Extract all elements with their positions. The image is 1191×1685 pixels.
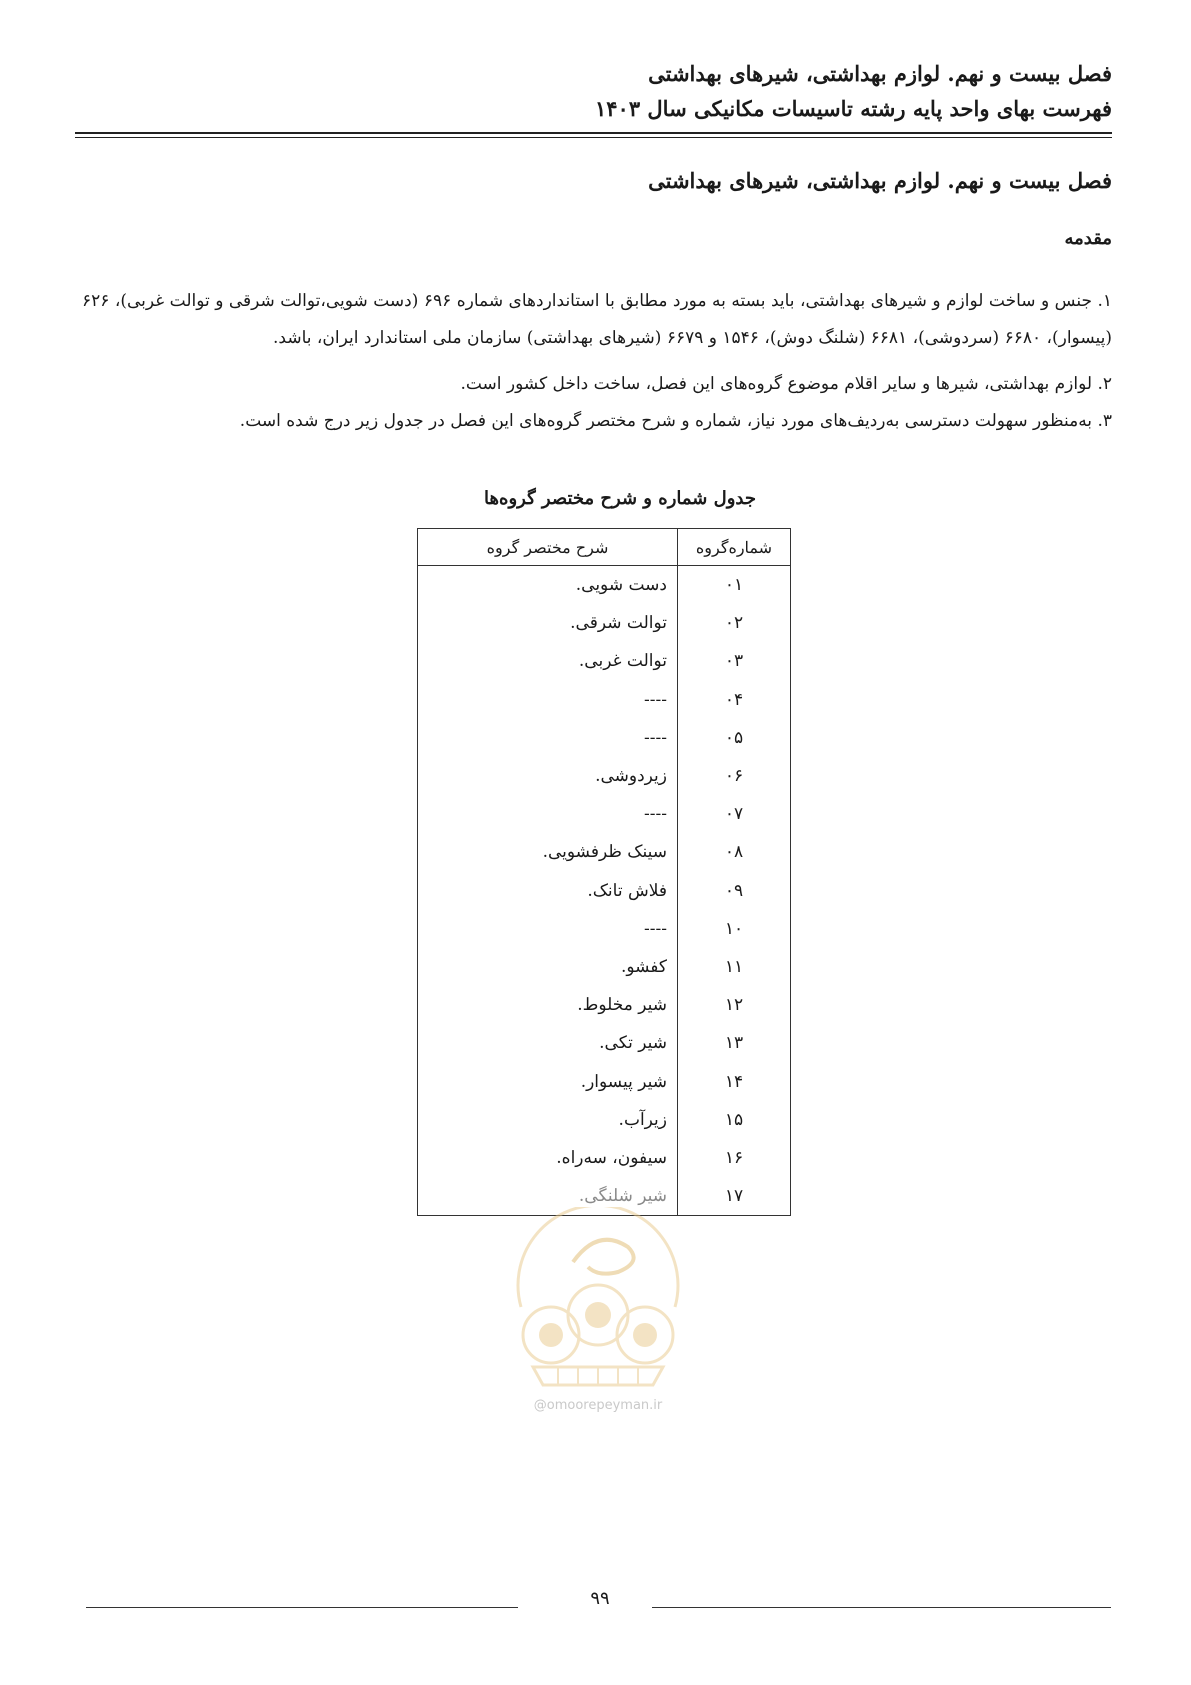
group-number: ۱۷ (678, 1177, 791, 1216)
group-number: ۱۰ (678, 910, 791, 948)
group-description: شیر تکی. (418, 1024, 678, 1062)
running-header-chapter: فصل بیست و نهم. لوازم بهداشتی، شیرهای بهداشتی (648, 61, 1112, 86)
header-rule-thick (75, 132, 1112, 134)
table-header-row (418, 529, 791, 566)
group-description: ---- (418, 910, 678, 948)
group-number: ۰۶ (678, 757, 791, 795)
group-number: ۰۱ (678, 566, 791, 605)
group-description: سینک ظرفشویی. (418, 833, 678, 871)
table-row (418, 795, 791, 833)
group-description: ---- (418, 795, 678, 833)
header-group-description: شرح مختصر گروه (418, 529, 678, 566)
table-row (418, 1139, 791, 1177)
group-number: ۱۳ (678, 1024, 791, 1062)
table-row (418, 757, 791, 795)
table-row (418, 1062, 791, 1100)
table-row (418, 1024, 791, 1062)
table-row (418, 910, 791, 948)
page-number: ۹۹ (590, 1588, 610, 1609)
group-number: ۰۴ (678, 681, 791, 719)
table-row (418, 1101, 791, 1139)
group-description: توالت شرقی. (418, 604, 678, 642)
group-description: سیفون، سه‌راه. (418, 1139, 678, 1177)
group-description: زیرآب. (418, 1101, 678, 1139)
group-description: ---- (418, 681, 678, 719)
group-table (417, 528, 791, 1216)
watermark-logo (503, 1207, 693, 1387)
group-number: ۰۷ (678, 795, 791, 833)
group-number: ۰۹ (678, 872, 791, 910)
watermark-site: @omoorepeyman.ir (533, 1398, 663, 1413)
header-rule-thin (75, 137, 1112, 138)
table-row (418, 833, 791, 871)
table-row (418, 719, 791, 757)
table-row (418, 681, 791, 719)
group-number: ۰۲ (678, 604, 791, 642)
group-number: ۰۸ (678, 833, 791, 871)
group-description: زیردوشی. (418, 757, 678, 795)
header-group-number: شماره‌گروه (678, 529, 791, 566)
group-description: شیر شلنگی. (418, 1177, 678, 1216)
footer-rule-left (86, 1607, 518, 1608)
group-description: ---- (418, 719, 678, 757)
table-row (418, 566, 791, 605)
paragraph-1: ۱. جنس و ساخت لوازم و شیرهای بهداشتی، باید بسته به مورد مطابق با استانداردهای شماره ۶۹۶ (دست شویی،توالت شرقی و توالت غربی)، ۶۲۶ (پیسوار)، ۶۶۸۰ (سردوشی)، ۶۶۸۱ (شلنگ دوش)، ۱۵۴۶ و ۶۶۷۹ (شیرهای بهداشتی) سازمان ملی استاندارد ایران، باشد. (82, 291, 1112, 348)
group-description: شیر پیسوار. (418, 1062, 678, 1100)
group-description: کفشو. (418, 948, 678, 986)
table-row (418, 948, 791, 986)
group-description: دست شویی. (418, 566, 678, 605)
group-description: توالت غربی. (418, 642, 678, 680)
group-number: ۰۳ (678, 642, 791, 680)
table-caption: جدول شماره و شرح مختصر گروه‌ها (484, 488, 756, 509)
running-header-price-list: فهرست بهای واحد پایه رشته تاسیسات مکانیکی سال ۱۴۰۳ (594, 96, 1112, 121)
group-number: ۱۲ (678, 986, 791, 1024)
section-title: فصل بیست و نهم. لوازم بهداشتی، شیرهای بهداشتی (648, 168, 1112, 193)
group-number: ۱۱ (678, 948, 791, 986)
group-number: ۱۵ (678, 1101, 791, 1139)
paragraph-3: ۳. به‌منظور سهولت دسترسی به‌ردیف‌های مورد نیاز، شماره و شرح مختصر گروه‌های این فصل در جدول زیر درج شده است. (239, 411, 1112, 431)
table-row (418, 604, 791, 642)
group-description: شیر مخلوط. (418, 986, 678, 1024)
table-row (418, 986, 791, 1024)
intro-heading: مقدمه (1064, 228, 1112, 249)
table-row (418, 642, 791, 680)
table-row (418, 872, 791, 910)
footer-rule-right (652, 1607, 1111, 1608)
group-number: ۱۶ (678, 1139, 791, 1177)
group-number: ۱۴ (678, 1062, 791, 1100)
group-number: ۰۵ (678, 719, 791, 757)
paragraph-2: ۲. لوازم بهداشتی، شیرها و سایر اقلام موضوع گروه‌های این فصل، ساخت داخل کشور است. (460, 374, 1112, 394)
group-description: فلاش تانک. (418, 872, 678, 910)
